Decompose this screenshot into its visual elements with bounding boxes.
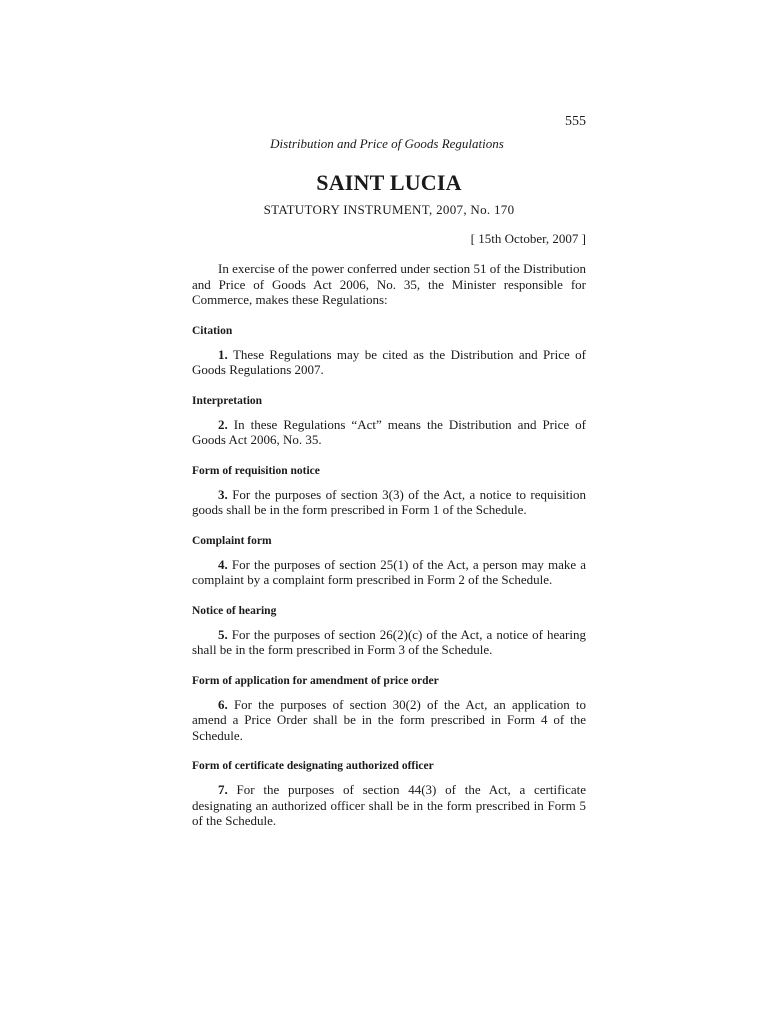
section-1 xyxy=(192,324,586,378)
document-page xyxy=(192,114,586,829)
section-number: 2. xyxy=(218,416,228,432)
section-text: For the purposes of section 25(1) of the Act, a person may make a complaint by a complaint form prescribed in Form 2 of the Schedule. xyxy=(192,556,586,587)
section-heading: Form of certificate designating authorized officer xyxy=(192,760,434,772)
section-text: These Regulations may be cited as the Distribution and Price of Goods Regulations 2007. xyxy=(192,346,587,377)
section-text: For the purposes of section 26(2)(c) of the Act, a notice of hearing shall be in the form prescribed in Form 3 of the Schedule. xyxy=(192,626,586,657)
section-text: For the purposes of section 3(3) of the Act, a notice to requisition goods shall be in the form prescribed in Form 1 of the Schedule. xyxy=(192,486,587,517)
section-5 xyxy=(192,604,586,658)
section-heading: Citation xyxy=(192,324,233,337)
section-text: For the purposes of section 30(2) of the Act, an application to amend a Price Order shall be in the form prescribed in Form 4 of the Schedule. xyxy=(192,696,587,743)
section-text: In these Regulations “Act” means the Distribution and Price of Goods Act 2006, No. 35. xyxy=(192,416,587,447)
section-heading: Form of requisition notice xyxy=(192,464,320,477)
section-paragraph xyxy=(192,697,586,744)
preamble: In exercise of the power conferred under section 51 of the Distribution and Price of Goods Act 2006, No. 35, the Minister responsible for Commerce, makes these Regulations: xyxy=(192,261,586,307)
section-number: 4. xyxy=(218,556,228,572)
section-paragraph xyxy=(192,627,586,658)
section-heading: Form of application for amendment of price order xyxy=(192,674,439,687)
section-number: 3. xyxy=(218,486,228,502)
page-number: 555 xyxy=(565,114,586,129)
section-number: 6. xyxy=(218,696,228,712)
document-title: SAINT LUCIA xyxy=(316,170,462,195)
section-heading: Notice of hearing xyxy=(192,604,277,617)
section-2 xyxy=(192,394,586,448)
section-heading: Complaint form xyxy=(192,534,272,547)
section-paragraph xyxy=(192,557,586,588)
section-4 xyxy=(192,534,586,588)
instrument-date: [ 15th October, 2007 ] xyxy=(470,231,586,246)
section-number: 5. xyxy=(218,626,228,642)
section-7 xyxy=(192,759,586,829)
section-text: For the purposes of section 44(3) of the Act, a certificate designating an authorized officer shall be in the form prescribed in Form 5 of the Schedule. xyxy=(192,782,586,828)
section-heading: Interpretation xyxy=(192,394,263,407)
section-paragraph xyxy=(192,347,586,378)
section-3 xyxy=(192,464,586,518)
section-number: 7. xyxy=(218,782,228,797)
section-paragraph xyxy=(192,487,586,518)
section-paragraph xyxy=(192,782,586,829)
section-6 xyxy=(192,674,586,744)
section-number: 1. xyxy=(218,346,228,362)
section-paragraph xyxy=(192,417,586,448)
instrument-number: STATUTORY INSTRUMENT, 2007, No. 170 xyxy=(263,202,515,217)
running-head: Distribution and Price of Goods Regulations xyxy=(270,136,504,151)
